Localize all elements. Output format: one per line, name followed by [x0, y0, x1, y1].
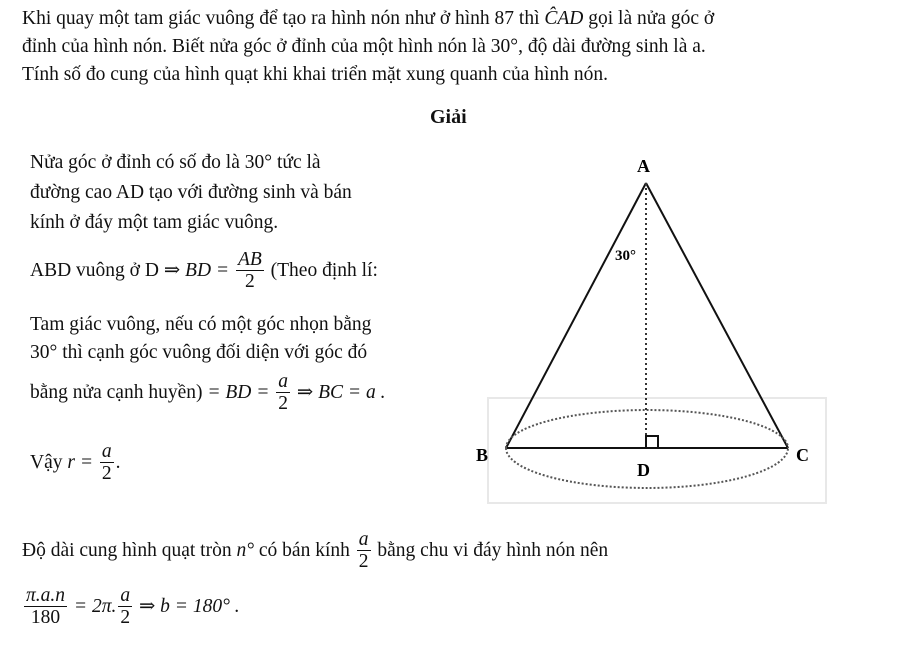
fraction-radius: $\frac{a}{2}$ — [358, 529, 369, 572]
problem-line-3: Tính số đo cung của hình quạt khi khai triển mặt xung quanh của hình nón. — [22, 64, 608, 85]
fraction-r: $\frac{a}{2}$ — [101, 441, 112, 484]
cone-figure — [470, 140, 830, 515]
fraction-a-over-2: $\frac{a}{2}$ — [278, 371, 289, 414]
label-c: C — [796, 445, 809, 465]
solution-line-3: kính ở đáy một tam giác vuông. — [30, 212, 279, 233]
problem-line-2: đỉnh của hình nón. Biết nửa góc ở đỉnh của một hình nón là 30°, độ dài đường sinh là a. — [22, 36, 706, 57]
fraction-ab-over-2: $\frac{AB}{2}$ — [237, 249, 262, 292]
solution-line-4: ABD vuông ở D ⇒ BD = $\frac{AB}{2}$ (Theo định lí: — [30, 249, 378, 292]
solution-line-10: $\frac{\pi.a.n}{180}$ = 2π. $\frac{a}{2}$ ⇒ b = 180° . — [26, 585, 240, 628]
fraction-arc: $\frac{\pi.a.n}{180}$ — [26, 585, 66, 628]
label-d: D — [637, 460, 650, 480]
solution-line-8: Vậy r = $\frac{a}{2}$ . — [30, 441, 121, 484]
solution-line-2: đường cao AD tạo với đường sinh và bán — [30, 182, 352, 203]
solution-line-9: Độ dài cung hình quạt tròn n° có bán kính $\frac{a}{2}$ bằng chu vi đáy hình nón nên — [22, 529, 609, 572]
solution-line-1: Nửa góc ở đỉnh có số đo là 30° tức là — [30, 152, 321, 173]
solution-line-5: Tam giác vuông, nếu có một góc nhọn bằng — [30, 314, 372, 335]
solution-line-7: bằng nửa cạnh huyền) = BD = $\frac{a}{2}$ ⇒ BC = a . — [30, 371, 386, 414]
problem-line-1: Khi quay một tam giác vuông để tạo ra hình nón như ở hình 87 thì ĈAD gọi là nửa góc ở — [22, 8, 715, 29]
solution-title: Giải — [430, 106, 467, 128]
label-a: A — [637, 156, 650, 176]
angle-cad: ĈAD — [544, 8, 584, 29]
label-b: B — [476, 445, 489, 465]
solution-line-6: 30° thì cạnh góc vuông đối diện với góc đó — [30, 342, 368, 363]
angle-30-label: 30° — [615, 248, 636, 264]
background-frame — [488, 398, 826, 503]
generatrix-ac — [646, 183, 788, 448]
right-angle-marker — [646, 436, 658, 448]
generatrix-ab — [506, 183, 646, 448]
fraction-a-over-2-b: $\frac{a}{2}$ — [120, 585, 131, 628]
